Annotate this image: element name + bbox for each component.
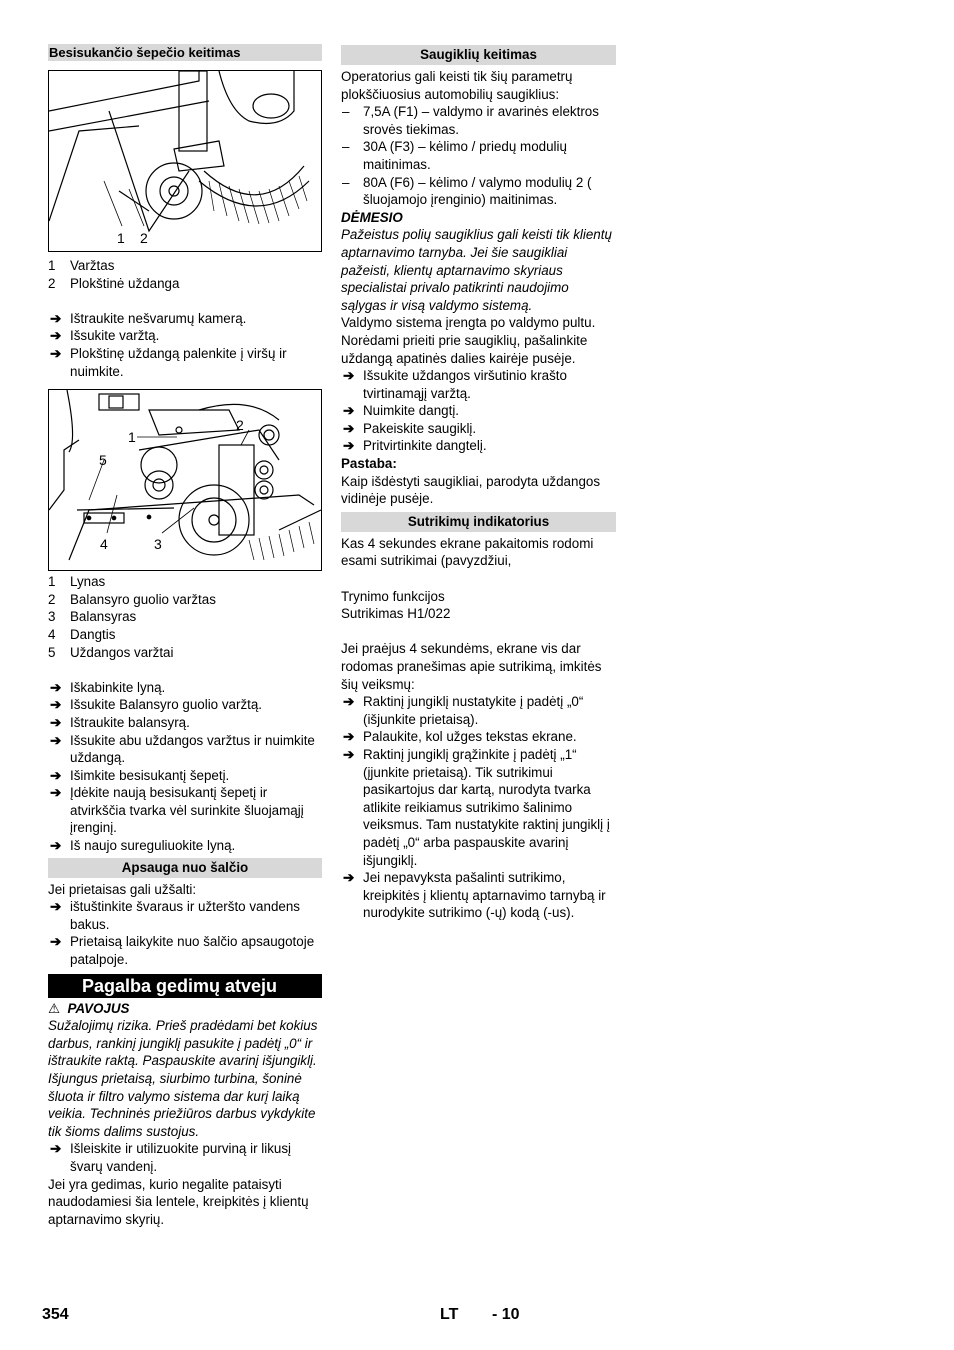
step-item: ➔ Išsukite varžtą.: [50, 328, 160, 344]
step-item: ➔ Plokštinę uždangą palenkite į viršų ir nuimkite.: [50, 345, 287, 379]
arrow-icon: ➔: [343, 368, 355, 384]
legend-item: 4 Dangtis: [48, 626, 116, 642]
step-item: ➔ Išsukite uždangos viršutinio krašto tvirtinamąjį varžtą.: [343, 368, 567, 401]
language-code: LT: [440, 1306, 459, 1323]
step-item: ➔ Pritvirtinkite dangtelį.: [343, 438, 487, 454]
legend-item: 1 Varžtas: [48, 258, 115, 273]
fuses-intro: Operatorius gali keisti tik šių parametrų plokščiuosius automobilių saugiklius:: [341, 69, 573, 102]
legend-item: 2 Plokštinė uždanga: [48, 275, 180, 291]
step-item: ➔ Išsukite Balansyro guolio varžtą.: [50, 697, 263, 713]
arrow-icon: ➔: [50, 679, 62, 695]
right-column: [341, 44, 616, 922]
arrow-icon: ➔: [343, 420, 355, 436]
fig2-callout-4: 4: [100, 536, 108, 553]
section-heading-fuses: Saugiklių keitimas: [341, 45, 616, 65]
steps-2: [48, 679, 322, 855]
arrow-icon: ➔: [50, 1141, 62, 1157]
figure-brush-cover: [48, 70, 322, 252]
arrow-icon: ➔: [50, 697, 62, 713]
step-item: ➔ Iš naujo sureguliuokite lyną.: [50, 838, 236, 854]
legend-1: [48, 257, 322, 292]
attention-text: Pažeistus polių saugiklius gali keisti tik klientų aptarnavimo tarnyba. Jei šie saugikliai pažeisti, klientų aptarnavimo skyriaus specialistai privalo patikrinti naudojimo sąlygas ir visą valdymo sistemą.: [341, 227, 612, 313]
fig2-callout-5: 5: [99, 452, 107, 469]
section-heading-fault: Sutrikimų indikatorius: [341, 512, 616, 532]
section-heading-help: Pagalba gedimų atveju: [48, 974, 322, 998]
arrow-icon: ➔: [50, 732, 62, 748]
legend-item: 1 Lynas: [48, 574, 106, 590]
arrow-icon: ➔: [343, 729, 355, 745]
arrow-icon: ➔: [343, 746, 355, 762]
step-item: ➔ Išsukite abu uždangos varžtus ir nuimkite uždangą.: [50, 732, 315, 766]
step-item: ➔ Jei nepavyksta pašalinti sutrikimo, kreipkitės į klientų aptarnavimo tarnybą ir nurodykite sutrikimo (-ų) kodą (-us).: [343, 870, 606, 921]
fuse-item: – 7,5A (F1) – valdymo ir avarinės elektros srovės tiekimas.: [342, 104, 599, 137]
page-number: 354: [42, 1306, 69, 1323]
legend-item: 3 Balansyras: [48, 609, 137, 625]
danger-text-2: Išjungus prietaisą, siurbimo turbina, šoninė šluota ir filtro valymo sistema dar kurį laiką veikia. Techninės priežiūros darbus vykdykite tik šioms dalims sustojus.: [48, 1071, 316, 1139]
frost-intro: Jei prietaisas gali užšalti:: [48, 881, 197, 897]
fig2-callout-2: 2: [236, 417, 244, 434]
arrow-icon: ➔: [50, 934, 62, 950]
warning-triangle-icon: ⚠: [48, 1000, 61, 1016]
fault-example-1: Trynimo funkcijos: [341, 588, 445, 604]
fig1-callout-2: 2: [140, 230, 148, 246]
fuses-location: Valdymo sistema įrengta po valdymo pultu. Norėdami prieiti prie saugiklių, pašalinkite uždangą apatinės dalies kairėje pusėje.: [341, 315, 596, 366]
step-item: ➔ Išleiskite ir utilizuokite purviną ir likusį švarų vandenį.: [50, 1141, 292, 1174]
attention-label: DĖMESIO: [341, 209, 403, 225]
note-label: Pastaba:: [341, 456, 397, 472]
step-item: ➔ Ištraukite nešvarumų kamerą.: [50, 310, 247, 326]
step-item: ➔ Nuimkite dangtį.: [343, 403, 460, 419]
step-item: ➔ Raktinį jungiklį grąžinkite į padėtį „1“ (įjunkite prietaisą). Tik sutrikimui pasikartojus dar kartą, nurodyta tvarka atlikite reikiamus sutrikimo šalinimo veiksmus. Tam nustatykite raktinį jungiklį į padėtį „0“ arba paspauskite avarinį išjungiklį.: [343, 746, 610, 868]
arrow-icon: ➔: [343, 694, 355, 710]
arrow-icon: ➔: [50, 838, 62, 854]
section-heading-brush: Besisukančio šepečio keitimas: [48, 44, 322, 61]
legend-item: 2 Balansyro guolio varžtas: [48, 591, 216, 607]
arrow-icon: ➔: [50, 714, 62, 730]
fig2-callout-1: 1: [128, 429, 136, 446]
arrow-icon: ➔: [343, 438, 355, 454]
step-item: ➔ Raktinį jungiklį nustatykite į padėtį „0“ (išjunkite prietaisą).: [343, 694, 584, 727]
fig2-callout-3: 3: [154, 536, 162, 553]
arrow-icon: ➔: [50, 899, 62, 915]
fuse-item: – 80A (F6) – kėlimo / valymo modulių 2 ( šluojamojo įrenginio) maitinimas.: [342, 174, 592, 208]
fuse-item: – 30A (F3) – kėlimo / priedų modulių maitinimas.: [342, 139, 567, 172]
arrow-icon: ➔: [343, 403, 355, 419]
note-text: Kaip išdėstyti saugikliai, parodyta uždangos vidinėje pusėje.: [341, 473, 601, 507]
legend-item: 5 Uždangos varžtai: [48, 644, 174, 660]
fault-example-2: Sutrikimas H1/022: [341, 606, 451, 622]
balance-arm-illustration: [49, 390, 321, 570]
danger-text-1: Sužalojimų rizika. Prieš pradėdami bet kokius darbus, rankinį jungiklį pasukite į padėtį „0“ ir ištraukite raktą. Paspauskite avarinį išjungiklį.: [48, 1018, 318, 1069]
step-item: ➔ Palaukite, kol užges tekstas ekrane.: [343, 729, 577, 745]
sub-page-number: - 10: [492, 1306, 520, 1323]
fig1-callout-1: 1: [117, 230, 125, 246]
figure-balance-arm: [48, 389, 322, 571]
step-item: ➔ Išimkite besisukantį šepetį.: [50, 767, 230, 783]
step-item: ➔ Prietaisą laikykite nuo šalčio apsaugotoje patalpoje.: [50, 934, 315, 968]
danger-label: ⚠ PAVOJUS: [48, 1000, 130, 1016]
arrow-icon: ➔: [50, 345, 62, 361]
arrow-icon: ➔: [50, 328, 62, 344]
steps-1: [48, 310, 322, 380]
arrow-icon: ➔: [50, 785, 62, 801]
arrow-icon: ➔: [50, 767, 62, 783]
fault-intro: Kas 4 sekundes ekrane pakaitomis rodomi esami sutrikimai (pavyzdžiui,: [341, 535, 594, 569]
section-heading-frost: Apsauga nuo šalčio: [48, 858, 322, 878]
arrow-icon: ➔: [343, 870, 355, 886]
step-item: ➔ ištuštinkite švaraus ir užteršto vandens bakus.: [50, 899, 300, 932]
brush-cover-illustration: [49, 71, 321, 251]
step-item: ➔ Iškabinkite lyną.: [50, 679, 166, 695]
fault-text: Jei praėjus 4 sekundėms, ekrane vis dar rodomas pranešimas apie sutrikimą, imkitės šių veiksmų:: [341, 641, 602, 692]
step-item: ➔ Pakeiskite saugiklį.: [343, 420, 477, 436]
arrow-icon: ➔: [50, 310, 62, 326]
legend-2: [48, 573, 322, 661]
step-item: ➔ Ištraukite balansyrą.: [50, 714, 190, 730]
left-column: [48, 44, 322, 1228]
step-item: ➔ Įdėkite naują besisukantį šepetį ir atvirkščia tvarka vėl surinkite šluojamąjį įrenginį.: [50, 785, 304, 836]
help-text: Jei yra gedimas, kurio negalite pataisyti naudodamiesi šia lentele, kreipkitės į klientų aptarnavimo skyrių.: [48, 1176, 309, 1227]
